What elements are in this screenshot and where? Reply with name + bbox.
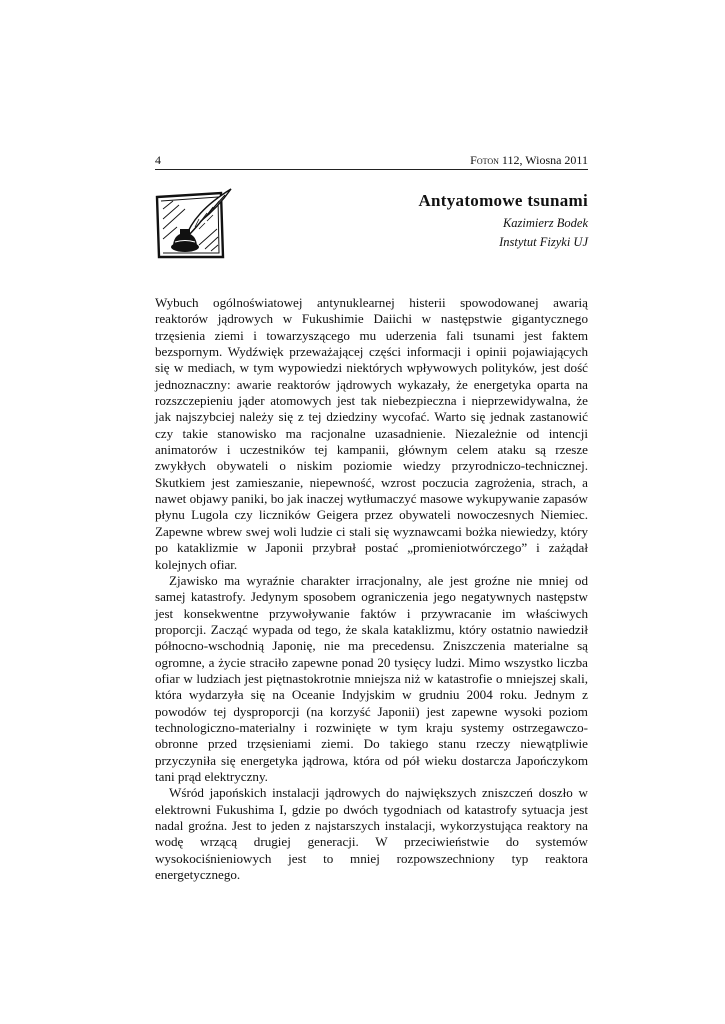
running-header: [155, 153, 588, 170]
journal-issue: 112, Wiosna 2011: [501, 153, 588, 167]
paragraph: Wybuch ogólnoświatowej antynuklearnej histerii spowodowanej awarią reaktorów jądrowych w Fukushimie Daiichi w następstwie gigantycznego trzęsienia ziemi i towarzyszącego mu uderzenia fali tsunami jest faktem bezspornym. Wydźwięk przeważającej części informacji i opinii pojawiających się w mediach, w tym wypowiedzi niektórych wpływowych polityków, jest dość jednoznaczny: awarie reaktorów jądrowych wykazały, że energetyka oparta na rozszczepieniu jąder atomowych jest tak niebezpieczna i nieprzewidywalna, że jak najszybciej należy się z tej dziedziny wycofać. Warto się jednak zastanowić czy takie stanowisko ma racjonalne uzasadnienie. Niezależnie od intencji animatorów i uczestników tej kampanii, głównym celem ataku są rzesze zwykłych obywateli o niskim poziomie wiedzy przyrodniczo-technicznej. Skutkiem jest zamieszanie, niepewność, wzrost poczucia zagrożenia, strach, a nawet objawy paniki, bo jak inaczej wytłumaczyć masowe wykupywanie zapasów płynu Lugola czy liczników Geigera przez obywateli nowoczesnych Niemiec. Zapewne wbrew swej woli ludzie ci stali się wyznawcami bożka niewiedzy, który po kataklizmie w Japonii przybrał postać „promieniotwórczego” i zażądał kolejnych ofiar.: [155, 295, 588, 572]
author-affiliation: Instytut Fizyki UJ: [499, 235, 588, 249]
paragraph: Zjawisko ma wyraźnie charakter irracjonalny, ale jest groźne nie mniej od samej katastrofy. Jedynym sposobem ograniczenia jego negatywnych następstw jest konsekwentne przywoływanie faktów i przywracanie im właściwych proporcji. Zacząć wypada od tego, że skala kataklizmu, który ostatnio nawiedził północno-wschodnią Japonię, nie ma precedensu. Zniszczenia materialne są ogromne, a życie straciło zapewne ponad 20 tysięcy ludzi. Mimo wszystko liczba ofiar w ludziach jest piętnastokrotnie mniejsza niż w katastrofie o mniejszej skali, która wydarzyła się na Oceanie Indyjskim w grudniu 2004 roku. Jednym z powodów tej dysproporcji (na korzyść Japonii) jest zapewne wysoki poziom technologiczno-materialny i rozwinięte w tym kraju systemy ostrzegawczo-obronne przed trzęsieniami ziemi. Do takiego stanu rzeczy niewątpliwie przyczyniła się energetyka jądrowa, która od pół wieku dostarcza Japończykom tani prąd elektryczny.: [155, 572, 588, 784]
page-number: 4: [155, 153, 161, 167]
journal-name: Foton: [470, 153, 499, 167]
journal-reference: [470, 153, 588, 168]
article-title: Antyatomowe tsunami: [418, 191, 588, 210]
quill-inkwell-icon: [155, 187, 235, 259]
article-author: Kazimierz Bodek: [502, 216, 588, 230]
article-body: [155, 295, 588, 883]
paragraph: Wśród japońskich instalacji jądrowych do największych zniszczeń doszło w elektrowni Fukushima I, gdzie po dwóch tygodniach od katastrofy sytuacja jest nadal groźna. Jest to jeden z najstarszych instalacji, wykorzystująca reaktory na wodę wrzącą drugiej generacji. W przeciwieństwie do systemów wysokociśnieniowych jest to mniej rozpowszechniony typ reaktora energetycznego.: [155, 785, 588, 883]
